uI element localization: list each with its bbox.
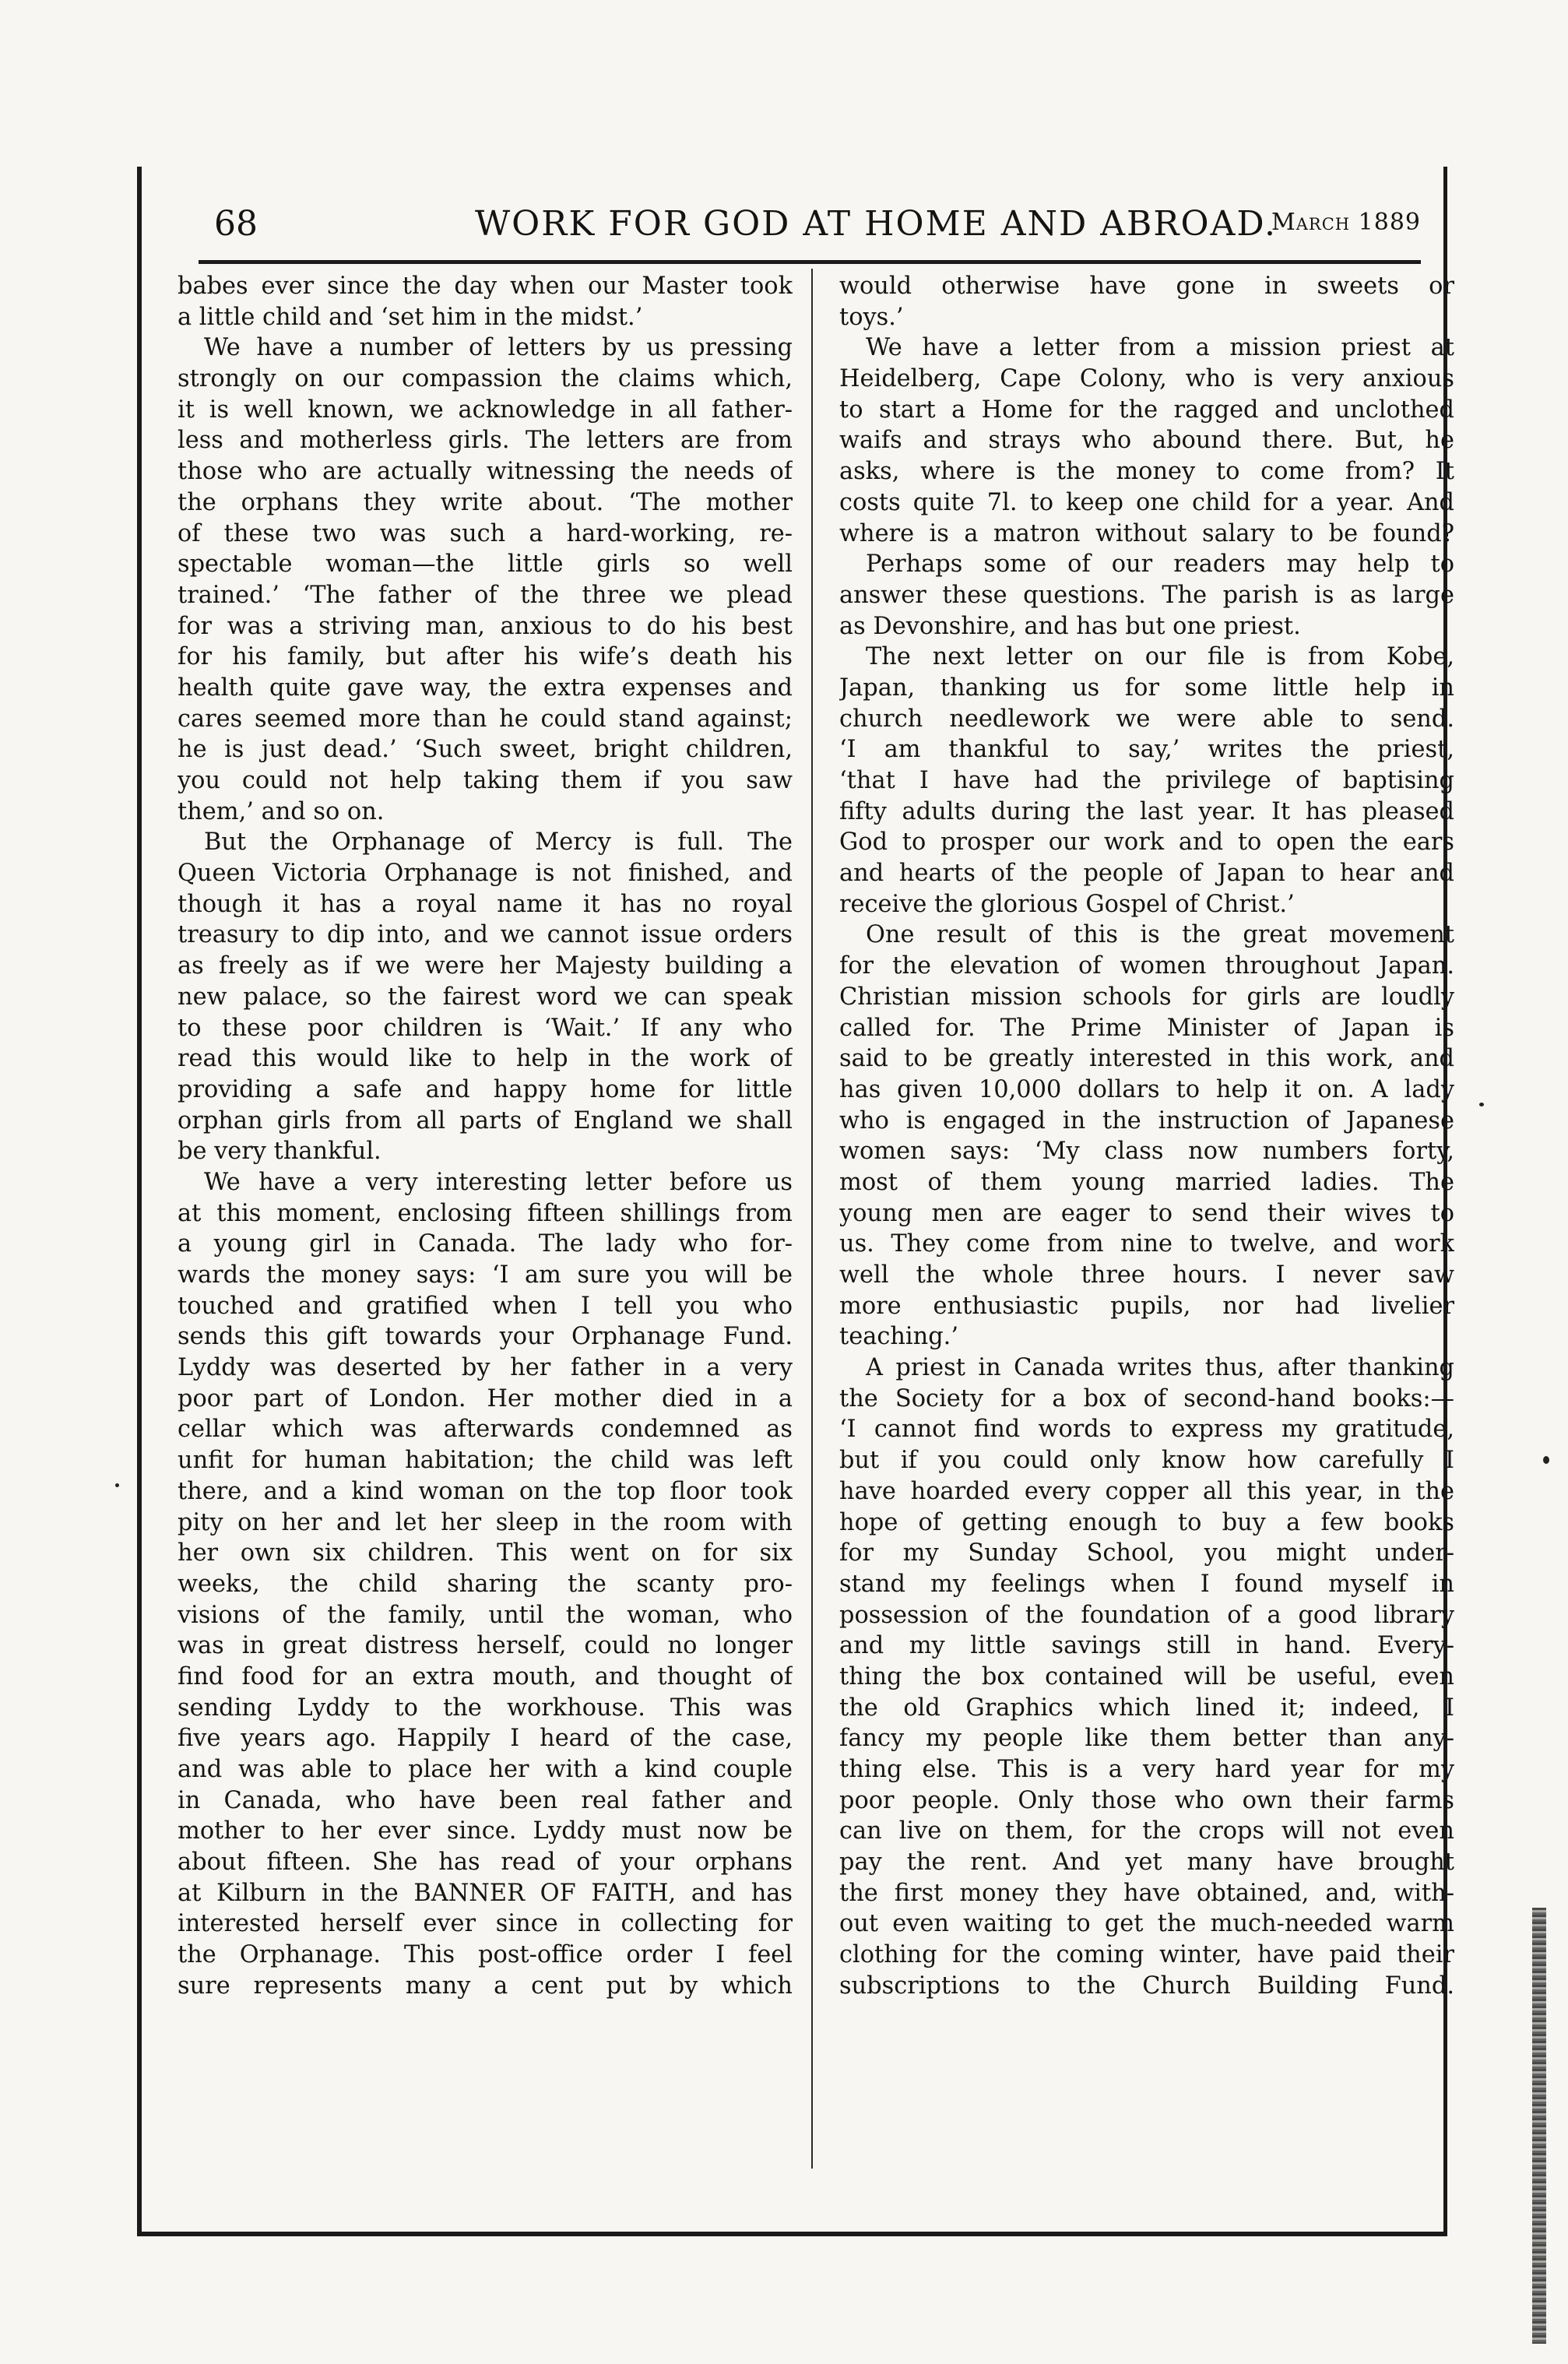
text-line: trained.’ ‘The father of the three we plead xyxy=(178,581,793,609)
text-line: The next letter on our file is from Kobe, xyxy=(866,643,1454,671)
text-line: ‘I am thankful to say,’ writes the priest, xyxy=(839,736,1454,764)
text-line: at this moment, enclosing fifteen shillings from xyxy=(178,1199,793,1227)
text-line: Queen Victoria Orphanage is not finished, and xyxy=(178,860,793,888)
text-line: though it has a royal name it has no royal xyxy=(178,890,793,918)
text-line: sending Lyddy to the workhouse. This was xyxy=(178,1694,793,1722)
text-line: poor part of London. Her mother died in a xyxy=(178,1384,793,1412)
text-line: well the whole three hours. I never saw xyxy=(839,1261,1454,1289)
text-line: answer these questions. The parish is as large xyxy=(839,581,1454,609)
text-line: has given 10,000 dollars to help it on. A lady xyxy=(839,1075,1454,1103)
text-line: would otherwise have gone in sweets or xyxy=(839,273,1454,300)
text-line: them,’ and so on. xyxy=(178,797,385,825)
text-line: was in great distress herself, could no longer xyxy=(178,1632,793,1660)
page-number: 68 xyxy=(214,204,258,244)
text-line: treasury to dip into, and we cannot issue orders xyxy=(178,921,793,949)
text-line: thing the box contained will be useful, even xyxy=(839,1662,1454,1690)
text-line: and hearts of the people of Japan to hear and xyxy=(839,860,1454,888)
text-line: We have a very interesting letter before us xyxy=(204,1168,793,1196)
text-line: asks, where is the money to come from? It xyxy=(839,458,1454,486)
text-line: church needlework we were able to send. xyxy=(839,705,1454,733)
text-line: out even waiting to get the much-needed warm xyxy=(839,1910,1454,1938)
text-line: weeks, the child sharing the scanty pro- xyxy=(178,1570,793,1598)
text-line: thing else. This is a very hard year for my xyxy=(839,1756,1454,1783)
text-line: ‘I cannot find words to express my gratitude, xyxy=(839,1416,1454,1444)
text-line: women says: ‘My class now numbers forty, xyxy=(839,1138,1454,1166)
text-line: the Orphanage. This post-office order I feel xyxy=(178,1941,793,1969)
text-line: five years ago. Happily I heard of the case, xyxy=(178,1725,793,1753)
margin-speck xyxy=(115,1483,119,1487)
text-line: and my little savings still in hand. Every- xyxy=(839,1632,1454,1660)
text-line: possession of the foundation of a good library xyxy=(839,1601,1454,1629)
text-line: fancy my people like them better than any- xyxy=(839,1725,1454,1753)
text-line: read this would like to help in the work of xyxy=(178,1045,793,1073)
text-line: orphan girls from all parts of England we shall xyxy=(178,1106,793,1135)
text-line: those who are actually witnessing the needs of xyxy=(178,458,793,486)
text-line: called for. The Prime Minister of Japan is xyxy=(839,1014,1454,1042)
text-line: new palace, so the fairest word we can speak xyxy=(178,983,793,1011)
text-line: clothing for the coming winter, have paid their xyxy=(839,1941,1454,1969)
running-title: WORK FOR GOD AT HOME AND ABROAD. xyxy=(474,204,1278,244)
text-line: a young girl in Canada. The lady who for- xyxy=(178,1230,793,1258)
text-line: wards the money says: ‘I am sure you will be xyxy=(178,1261,793,1289)
text-line: as Devonshire, and has but one priest. xyxy=(839,612,1301,640)
text-line: you could not help taking them if you saw xyxy=(178,767,793,794)
text-line: it is well known, we acknowledge in all father- xyxy=(178,396,793,424)
issue-date: March 1889 xyxy=(1271,209,1421,236)
text-line: spectable woman—the little girls so well xyxy=(178,551,793,579)
text-line: the first money they have obtained, and, with- xyxy=(839,1879,1454,1907)
text-line: most of them young married ladies. The xyxy=(839,1168,1454,1196)
text-line: A priest in Canada writes thus, after thanking xyxy=(866,1354,1454,1382)
running-header xyxy=(175,204,1421,251)
text-line: health quite gave way, the extra expenses and xyxy=(178,674,793,702)
text-line: But the Orphanage of Mercy is full. The xyxy=(204,828,793,857)
text-line: in Canada, who have been real father and xyxy=(178,1786,793,1814)
text-line: waifs and strays who abound there. But, he xyxy=(839,427,1454,455)
text-line: us. They come from nine to twelve, and work xyxy=(839,1230,1454,1258)
text-line: but if you could only know how carefully I xyxy=(839,1447,1454,1475)
text-line: strongly on our compassion the claims which, xyxy=(178,365,793,393)
text-line: stand my feelings when I found myself in xyxy=(839,1570,1454,1598)
text-line: visions of the family, until the woman, who xyxy=(178,1601,793,1629)
text-line: who is engaged in the instruction of Japanese xyxy=(839,1106,1454,1135)
text-line: where is a matron without salary to be found? xyxy=(839,519,1454,547)
text-line: the orphans they write about. ‘The mother xyxy=(178,488,793,516)
text-line: as freely as if we were her Majesty building a xyxy=(178,952,793,980)
text-line: find food for an extra mouth, and thought of xyxy=(178,1662,793,1690)
left-column xyxy=(178,271,793,2002)
text-line: Lyddy was deserted by her father in a very xyxy=(178,1354,793,1382)
text-line: for was a striving man, anxious to do his best xyxy=(178,612,793,640)
text-line: less and motherless girls. The letters are from xyxy=(178,427,793,455)
text-line: have hoarded every copper all this year, in the xyxy=(839,1477,1454,1505)
margin-speck xyxy=(1479,1103,1484,1106)
text-line: for my Sunday School, you might under- xyxy=(839,1539,1454,1567)
right-column xyxy=(839,271,1454,2002)
text-line: fifty adults during the last year. It has pleased xyxy=(839,797,1454,825)
text-line: pay the rent. And yet many have brought xyxy=(839,1849,1454,1877)
header-rule xyxy=(199,260,1421,264)
text-line: Perhaps some of our readers may help to xyxy=(866,551,1454,579)
text-line: babes ever since the day when our Master took xyxy=(178,273,793,300)
text-line: Christian mission schools for girls are loudly xyxy=(839,983,1454,1011)
text-line: sure represents many a cent put by which xyxy=(178,1972,793,2000)
text-line: can live on them, for the crops will not even xyxy=(839,1817,1454,1845)
text-line: poor people. Only those who own their farms xyxy=(839,1786,1454,1814)
text-line: said to be greatly interested in this work, and xyxy=(839,1045,1454,1073)
text-line: cares seemed more than he could stand against; xyxy=(178,705,793,733)
text-line: young men are eager to send their wives to xyxy=(839,1199,1454,1227)
text-line: Japan, thanking us for some little help in xyxy=(839,674,1454,702)
margin-speck xyxy=(1543,1456,1549,1464)
text-line: mother to her ever since. Lyddy must now be xyxy=(178,1817,793,1845)
column-divider xyxy=(811,269,813,2169)
text-line: costs quite 7l. to keep one child for a year. And xyxy=(839,488,1454,516)
text-line: for his family, but after his wife’s death his xyxy=(178,643,793,671)
text-line: and was able to place her with a kind couple xyxy=(178,1756,793,1783)
text-line: pity on her and let her sleep in the room with xyxy=(178,1508,793,1536)
text-line: Heidelberg, Cape Colony, who is very anxious xyxy=(839,365,1454,393)
text-line: of these two was such a hard-working, re- xyxy=(178,519,793,547)
text-line: cellar which was afterwards condemned as xyxy=(178,1416,793,1444)
text-line: hope of getting enough to buy a few books xyxy=(839,1508,1454,1536)
text-line: be very thankful. xyxy=(178,1138,381,1166)
text-line: We have a number of letters by us pressing xyxy=(204,334,793,362)
text-line: there, and a kind woman on the top floor took xyxy=(178,1477,793,1505)
text-line: the old Graphics which lined it; indeed, I xyxy=(839,1694,1454,1722)
text-line: subscriptions to the Church Building Fund. xyxy=(839,1972,1454,2000)
text-line: teaching.’ xyxy=(839,1323,958,1351)
text-line: he is just dead.’ ‘Such sweet, bright children, xyxy=(178,736,793,764)
text-line: touched and gratified when I tell you who xyxy=(178,1292,793,1320)
text-line: for the elevation of women throughout Japan. xyxy=(839,952,1454,980)
text-line: providing a safe and happy home for little xyxy=(178,1075,793,1103)
text-line: unfit for human habitation; the child was left xyxy=(178,1447,793,1475)
text-line: We have a letter from a mission priest at xyxy=(866,334,1454,362)
text-line: receive the glorious Gospel of Christ.’ xyxy=(839,890,1295,918)
text-line: about fifteen. She has read of your orphans xyxy=(178,1849,793,1877)
text-line: sends this gift towards your Orphanage Fund. xyxy=(178,1323,793,1351)
text-line: ‘that I have had the privilege of baptising xyxy=(839,767,1454,794)
scan-edge-shadow xyxy=(1532,1908,1546,2344)
text-line: at Kilburn in the BANNER OF FAITH, and has xyxy=(178,1879,793,1907)
text-line: toys.’ xyxy=(839,303,904,331)
text-line: interested herself ever since in collecting for xyxy=(178,1910,793,1938)
text-line: God to prosper our work and to open the ears xyxy=(839,828,1454,857)
text-line: the Society for a box of second-hand books:— xyxy=(839,1384,1454,1412)
text-line: One result of this is the great movement xyxy=(866,921,1454,949)
text-line: to start a Home for the ragged and unclothed xyxy=(839,396,1454,424)
text-line: a little child and ‘set him in the midst.’ xyxy=(178,303,643,331)
text-line: her own six children. This went on for six xyxy=(178,1539,793,1567)
text-line: more enthusiastic pupils, nor had livelier xyxy=(839,1292,1454,1320)
text-line: to these poor children is ‘Wait.’ If any who xyxy=(178,1014,793,1042)
